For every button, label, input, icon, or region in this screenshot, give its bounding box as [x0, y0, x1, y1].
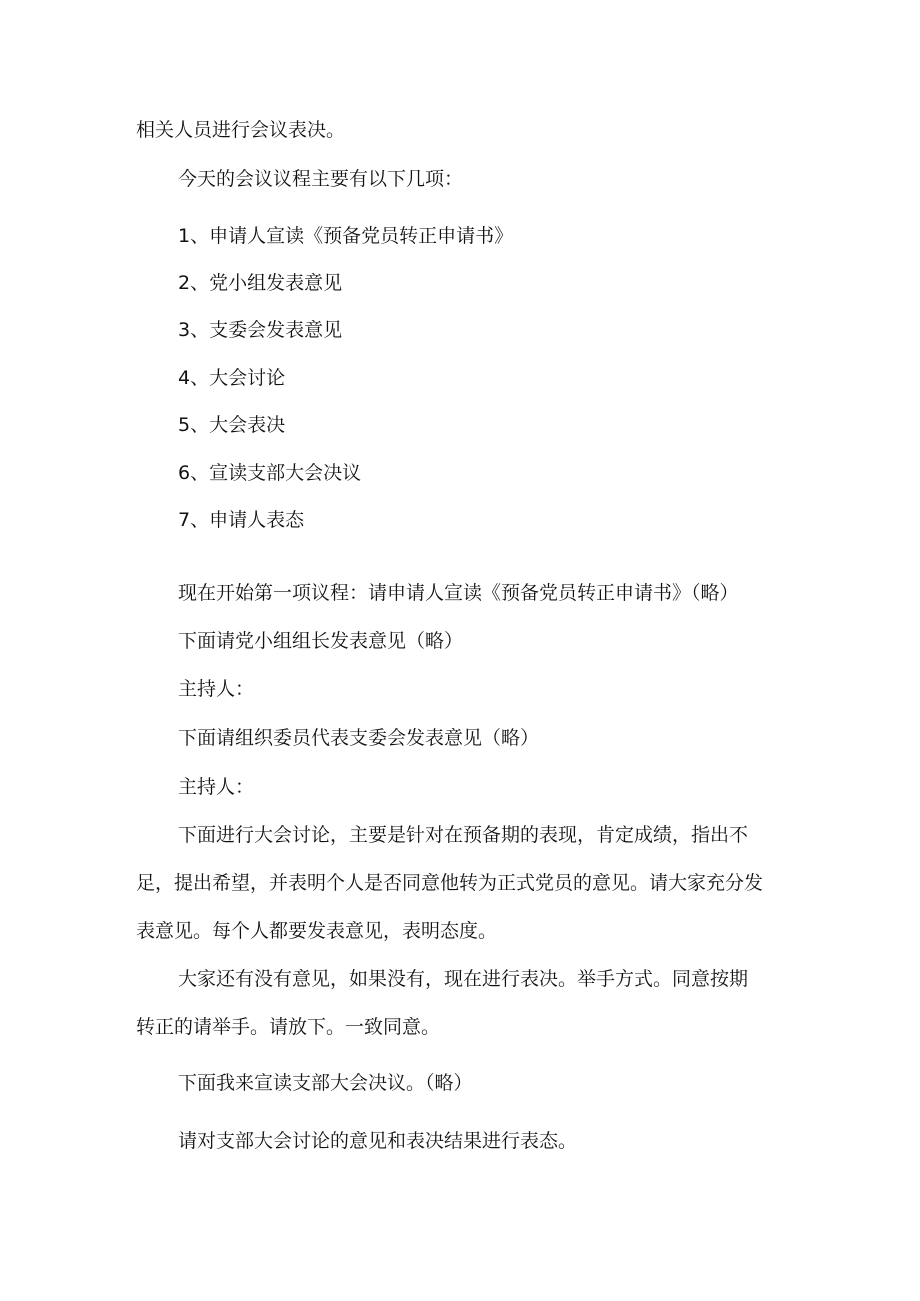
resolution-line: 下面我来宣读支部大会决议。（略） — [178, 1072, 473, 1094]
first-agenda-line: 现在开始第一项议程：请申请人宣读《预备党员转正申请书》（略） — [178, 582, 739, 604]
closing-line: 请对支部大会讨论的意见和表决结果进行表态。 — [178, 1130, 578, 1152]
agenda-intro: 今天的会议议程主要有以下几项： — [178, 168, 464, 190]
party-group-line: 下面请党小组组长发表意见（略） — [178, 630, 464, 652]
agenda-item-3: 3、支委会发表意见 — [178, 319, 343, 341]
agenda-item-1: 1、申请人宣读《预备党员转正申请书》 — [178, 225, 514, 247]
host-label-1: 主持人： — [178, 678, 255, 700]
host-label-2: 主持人： — [178, 776, 255, 798]
discussion-line-1: 下面进行大会讨论，主要是针对在预备期的表现，肯定成绩，指出不 — [178, 824, 749, 846]
agenda-item-2: 2、党小组发表意见 — [178, 272, 343, 294]
intro-tail: 相关人员进行会议表决。 — [136, 119, 346, 141]
vote-line-2: 转正的请举手。请放下。一致同意。 — [136, 1016, 441, 1038]
agenda-item-6: 6、宣读支部大会决议 — [178, 462, 362, 484]
discussion-line-3: 表意见。每个人都要发表意见，表明态度。 — [136, 920, 498, 942]
vote-line-1: 大家还有没有意见，如果没有，现在进行表决。举手方式。同意按期 — [178, 968, 749, 990]
agenda-item-4: 4、大会讨论 — [178, 367, 286, 389]
discussion-line-2: 足，提出希望，并表明个人是否同意他转为正式党员的意见。请大家充分发 — [136, 872, 764, 894]
branch-committee-line: 下面请组织委员代表支委会发表意见（略） — [178, 727, 540, 749]
agenda-item-5: 5、大会表决 — [178, 414, 286, 436]
agenda-item-7: 7、申请人表态 — [178, 509, 305, 531]
